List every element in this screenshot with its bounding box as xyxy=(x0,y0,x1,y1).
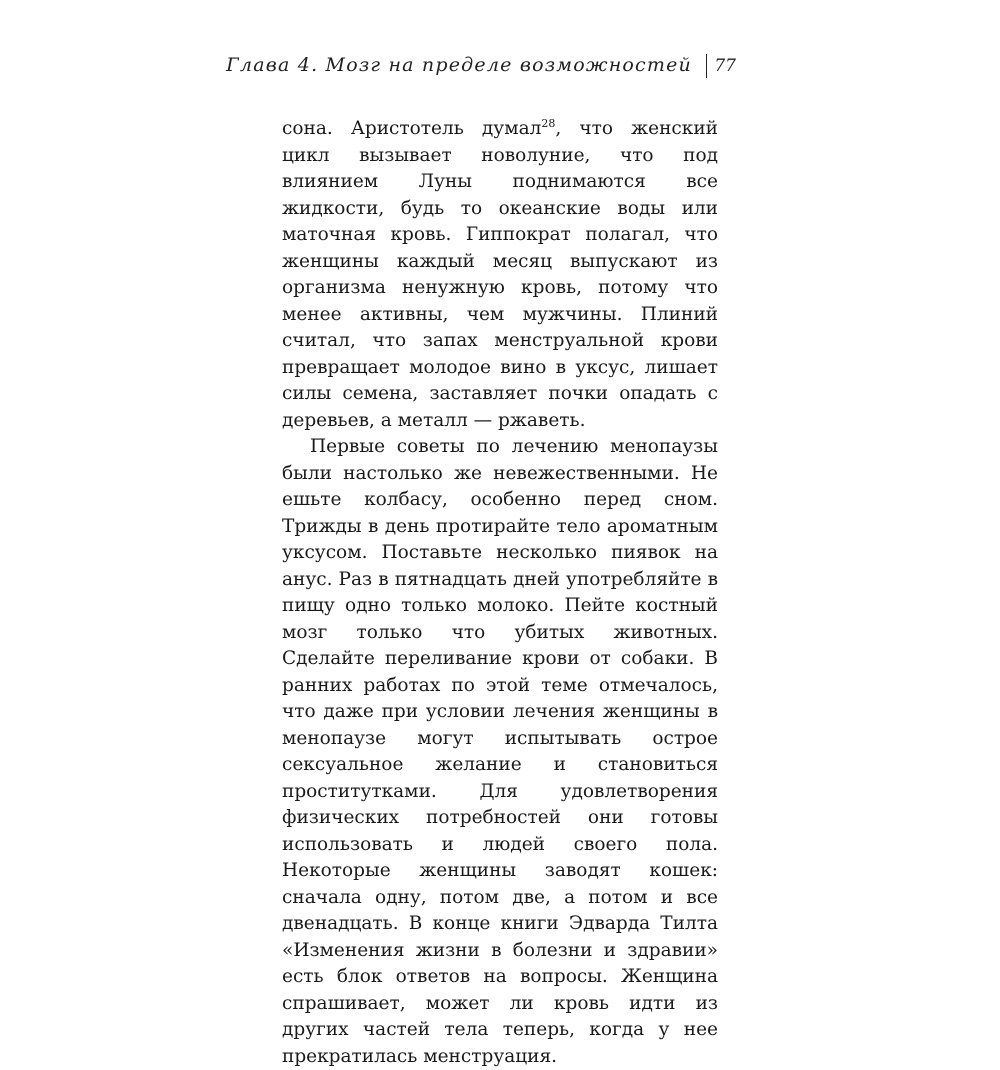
header-divider xyxy=(706,54,708,78)
running-head xyxy=(226,52,740,82)
chapter-title: Глава 4. Мозг на пределе возможностей xyxy=(226,54,692,76)
paragraph: Первые советы по лечению менопаузы были настолько же невежественными. Не ешьте колбасу, особенно перед сном. Трижды в день протирайте тело ароматным уксусом. Поставьте несколько пиявок на анус. Раз в пятнадцать дней употребляйте в пищу одно только молоко. Пейте костный мозг только что убитых животных. Сделайте переливание крови от собаки. В ранних работах по этой теме отмечалось, что даже при условии лечения женщины в менопаузе могут испытывать острое сексуальное желание и становиться проститутками. Для удовлетворения физических потребностей они готовы использовать и людей своего пола. Некоторые женщины заводят кошек: сначала одну, потом две, а потом и все двенадцать. В конце книги Эдварда Тилта «Изменения жизни в болезни и здравии» есть блок ответов на вопросы. Женщина спрашивает, может ли кровь идти из других частей тела теперь, когда у нее прекратилась менструация. xyxy=(282,436,718,1067)
paragraph xyxy=(282,116,718,434)
page-number: 77 xyxy=(714,56,736,76)
body-text xyxy=(282,116,718,1070)
paragraph-text: , что женский цикл вызывает новолуние, что под влиянием Луны поднимаются все жидкости, будь то океанские воды или маточная кровь. Гиппократ полагал, что женщины каждый месяц выпускают из организма ненужную кровь, потому что менее активны, чем мужчины. Плиний считал, что запах менструальной крови превращает молодое вино в уксус, лишает силы семена, заставляет почки опадать с деревьев, а металл — ржаветь. xyxy=(282,118,718,431)
footnote-reference: 28 xyxy=(541,116,556,130)
paragraph-text: сона. Аристотель думал xyxy=(282,118,542,139)
